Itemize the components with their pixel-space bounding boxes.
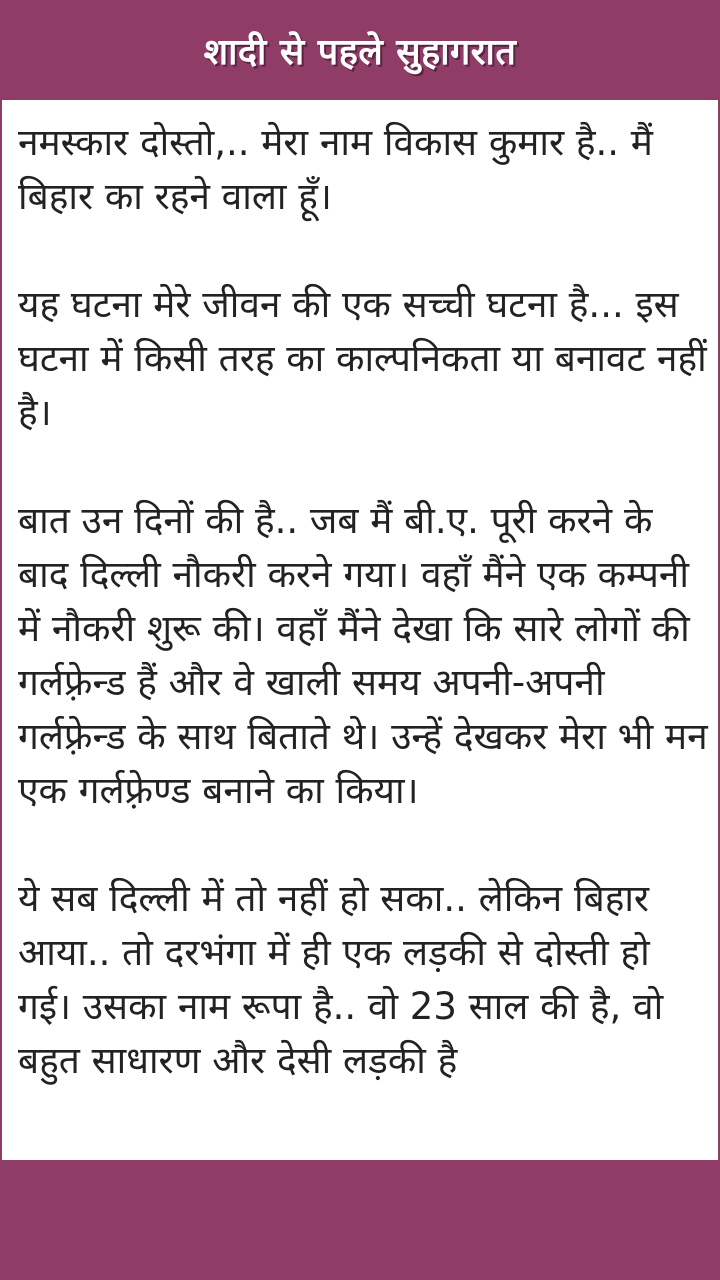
story-paragraph-3: बात उन दिनों की है.. जब मैं बी.ए. पूरी करने के बाद दिल्ली नौकरी करने गया। वहाँ मैंने एक कम्पनी में नौकरी शुरू की। वहाँ मैंने देखा कि सारे लोगों की गर्लफ़्रेन्ड हैं और वे खाली समय अपनी-अपनी गर्लफ़्रेन्ड के साथ बिताते थे। उन्हें देखकर मेरा भी मन एक गर्लफ़्रेण्ड बनाने का किया। — [18, 499, 708, 812]
story-paragraph-2: यह घटना मेरे जीवन की एक सच्ची घटना है... इस घटना में किसी तरह का काल्पनिकता या बनावट नहीं है। — [18, 283, 707, 434]
story-paragraph-4: ये सब दिल्ली में तो नहीं हो सका.. लेकिन बिहार आया.. तो दरभंगा में ही एक लड़की से दोस्ती हो गई। उसका नाम रूपा है.. वो 23 साल की है, वो बहुत साधारण और देसी लड़की है — [18, 877, 664, 1082]
story-scroll-view[interactable] — [2, 100, 718, 1160]
page-title: शादी से पहले सुहागरात — [203, 31, 517, 73]
footer-bar — [0, 1160, 720, 1280]
story-text — [2, 100, 718, 1088]
app-header — [0, 0, 720, 100]
story-paragraph-1: नमस्कार दोस्तो,.. मेरा नाम विकास कुमार है.. मैं बिहार का रहने वाला हूँ। — [18, 121, 653, 218]
